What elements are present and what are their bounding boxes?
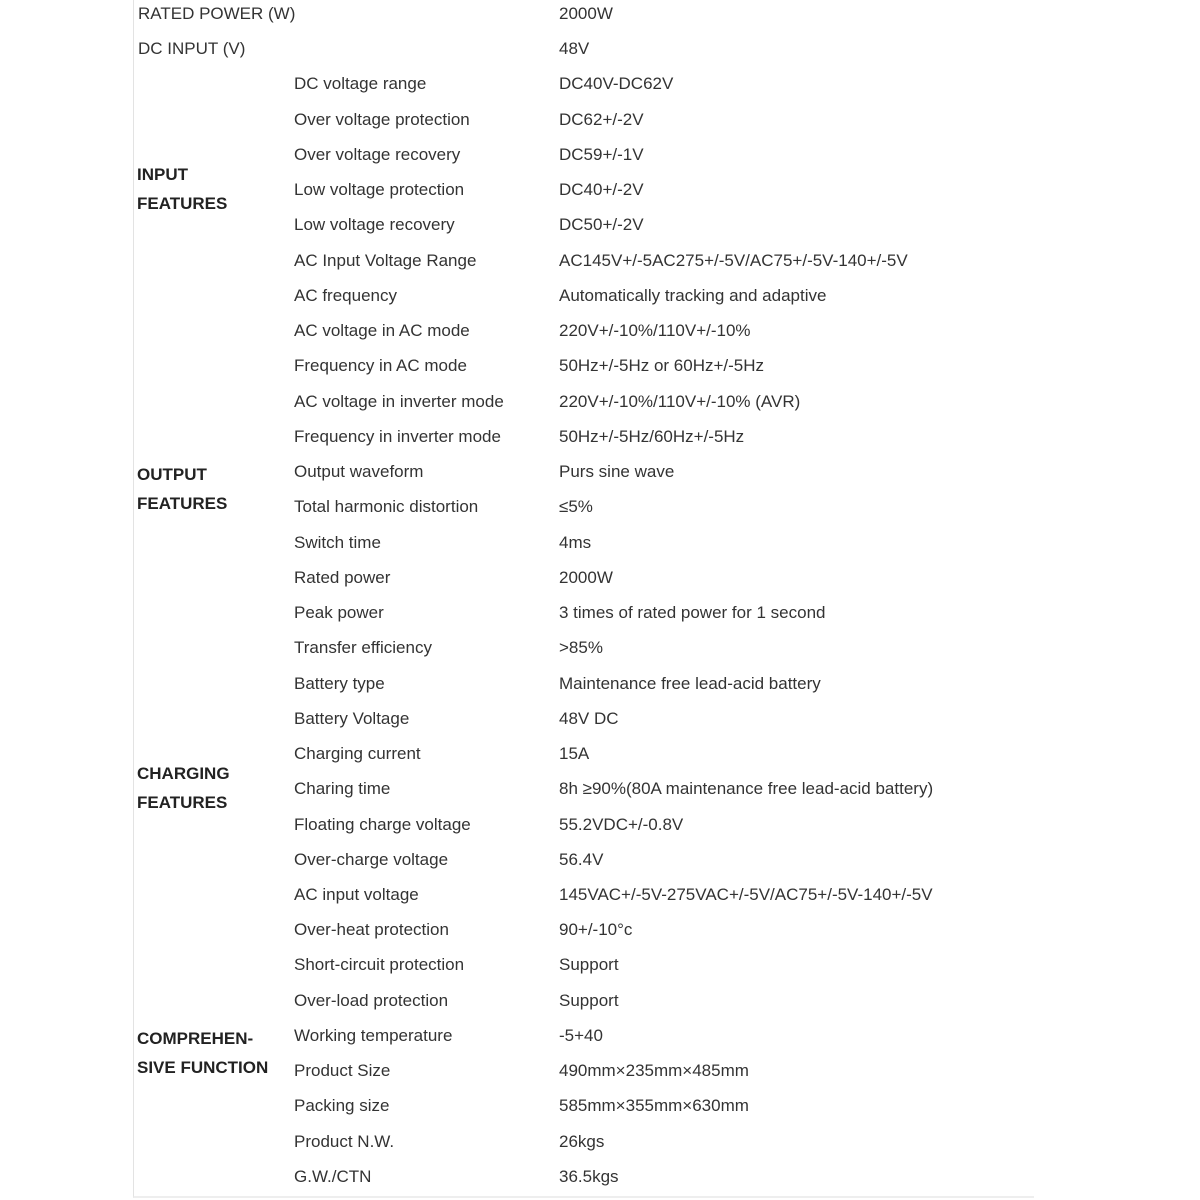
parameter-value: 50Hz+/-5Hz/60Hz+/-5Hz: [559, 426, 745, 446]
parameter-name: Over-charge voltage: [294, 849, 449, 869]
table-row: [134, 525, 1034, 560]
table-row: [134, 172, 1034, 207]
parameter-value: 8h ≥90%(80A maintenance free lead-acid battery): [559, 779, 934, 799]
parameter-value: DC40+/-2V: [559, 180, 644, 200]
parameter-value: 15A: [559, 744, 590, 764]
category-line: CHARGING: [137, 764, 230, 783]
table-row: [134, 243, 1034, 278]
parameter-value: 26kgs: [559, 1131, 605, 1151]
parameter-value: 56.4V: [559, 849, 604, 869]
parameter-value: 4ms: [559, 532, 592, 552]
table-row: [134, 66, 1034, 101]
parameter-name: DC voltage range: [294, 74, 427, 94]
parameter-value: 50Hz+/-5Hz or 60Hz+/-5Hz: [559, 356, 765, 376]
parameter-value: DC40V-DC62V: [559, 74, 674, 94]
parameter-name: Total harmonic distortion: [294, 497, 479, 517]
parameter-value: Purs sine wave: [559, 462, 675, 482]
parameter-name: Over voltage protection: [294, 109, 470, 129]
parameter-value: 490mm×235mm×485mm: [559, 1061, 749, 1081]
table-row: [134, 560, 1034, 595]
table-row: [134, 983, 1034, 1018]
parameter-value: AC145V+/-5AC275+/-5V/AC75+/-5V-140+/-5V: [559, 250, 908, 270]
parameter-name: Frequency in AC mode: [294, 356, 467, 376]
category-line: SIVE FUNCTION: [137, 1058, 269, 1077]
table-row: [134, 666, 1034, 701]
category-input-features: [137, 160, 227, 218]
table-row: [134, 1088, 1034, 1123]
parameter-name: Frequency in inverter mode: [294, 426, 501, 446]
table-row: [134, 630, 1034, 665]
table-row: [134, 842, 1034, 877]
parameter-value: ≤5%: [559, 497, 593, 517]
category-comprehensive-function: [137, 1024, 268, 1082]
parameter-name: Floating charge voltage: [294, 814, 471, 834]
parameter-name: Switch time: [294, 532, 381, 552]
table-row: [134, 807, 1034, 842]
table-row: [134, 1159, 1034, 1194]
spec-table: [133, 0, 1034, 1198]
parameter-name: Working temperature: [294, 1025, 453, 1045]
parameter-name: Charing time: [294, 779, 391, 799]
parameter-name: Over-load protection: [294, 990, 449, 1010]
parameter-value: DC62+/-2V: [559, 109, 644, 129]
parameter-value: DC50+/-2V: [559, 215, 644, 235]
parameter-name: Product N.W.: [294, 1131, 395, 1151]
parameter-value: 90+/-10°c: [559, 920, 633, 940]
parameter-value: DC59+/-1V: [559, 144, 644, 164]
parameter-value: Support: [559, 990, 619, 1010]
table-row: [134, 1053, 1034, 1088]
category-line: INPUT: [137, 165, 188, 184]
category-charging-features: [137, 759, 230, 817]
parameter-value: 48V: [559, 39, 590, 59]
table-row: [134, 1124, 1034, 1159]
category-line: OUTPUT: [137, 465, 207, 484]
table-row: [134, 1018, 1034, 1053]
table-row: [134, 912, 1034, 947]
parameter-name: Packing size: [294, 1096, 390, 1116]
parameter-name: AC Input Voltage Range: [294, 250, 477, 270]
parameter-value: 220V+/-10%/110V+/-10% (AVR): [559, 391, 801, 411]
table-row: [134, 313, 1034, 348]
parameter-value: 48V DC: [559, 708, 619, 728]
parameter-name: Output waveform: [294, 462, 424, 482]
parameter-value: Maintenance free lead-acid battery: [559, 673, 821, 693]
table-row: [134, 348, 1034, 383]
category-line: FEATURES: [137, 793, 228, 812]
parameter-value: 220V+/-10%/110V+/-10%: [559, 321, 751, 341]
table-row: [134, 419, 1034, 454]
parameter-value: 36.5kgs: [559, 1166, 619, 1186]
parameter-name: Transfer efficiency: [294, 638, 432, 658]
table-row: [134, 701, 1034, 736]
parameter-name: Product Size: [294, 1061, 391, 1081]
parameter-name: Low voltage protection: [294, 180, 465, 200]
table-row: [134, 31, 1034, 66]
table-row: [134, 384, 1034, 419]
parameter-value: Automatically tracking and adaptive: [559, 285, 827, 305]
parameter-value: 3 times of rated power for 1 second: [559, 603, 826, 623]
row-heading: RATED POWER (W): [138, 4, 296, 23]
parameter-name: AC voltage in AC mode: [294, 321, 470, 341]
category-output-features: [137, 460, 227, 518]
table-row: [134, 736, 1034, 771]
table-row: [134, 0, 1034, 31]
parameter-value: -5+40: [559, 1025, 603, 1045]
table-row: [134, 947, 1034, 982]
parameter-value: 585mm×355mm×630mm: [559, 1096, 749, 1116]
category-line: COMPREHEN-: [137, 1029, 254, 1048]
parameter-value: 2000W: [559, 4, 613, 23]
parameter-name: Short-circuit protection: [294, 955, 465, 975]
parameter-name: AC input voltage: [294, 885, 419, 904]
row-heading: DC INPUT (V): [138, 39, 246, 59]
parameter-name: G.W./CTN: [294, 1166, 372, 1186]
parameter-name: Over-heat protection: [294, 920, 449, 940]
table-row: [134, 137, 1034, 172]
parameter-name: Charging current: [294, 744, 421, 764]
parameter-name: Battery type: [294, 673, 385, 693]
parameter-name: Over voltage recovery: [294, 144, 461, 164]
table-row: [134, 877, 1034, 912]
table-row: [134, 489, 1034, 524]
category-line: FEATURES: [137, 194, 228, 213]
parameter-name: Low voltage recovery: [294, 215, 455, 235]
parameter-name: Battery Voltage: [294, 708, 410, 728]
category-line: FEATURES: [137, 494, 228, 513]
table-row: [134, 595, 1034, 630]
parameter-value: Support: [559, 955, 619, 975]
table-row: [134, 207, 1034, 242]
table-row: [134, 278, 1034, 313]
parameter-name: Peak power: [294, 603, 384, 623]
parameter-name: AC voltage in inverter mode: [294, 391, 504, 411]
table-row: [134, 454, 1034, 489]
table-row: [134, 771, 1034, 806]
table-row: [134, 102, 1034, 137]
parameter-value: >85%: [559, 638, 603, 658]
parameter-value: 145VAC+/-5V-275VAC+/-5V/AC75+/-5V-140+/-5V: [559, 885, 933, 904]
parameter-value: 55.2VDC+/-0.8V: [559, 814, 684, 834]
parameter-value: 2000W: [559, 567, 613, 587]
parameter-name: AC frequency: [294, 285, 397, 305]
parameter-name: Rated power: [294, 567, 391, 587]
